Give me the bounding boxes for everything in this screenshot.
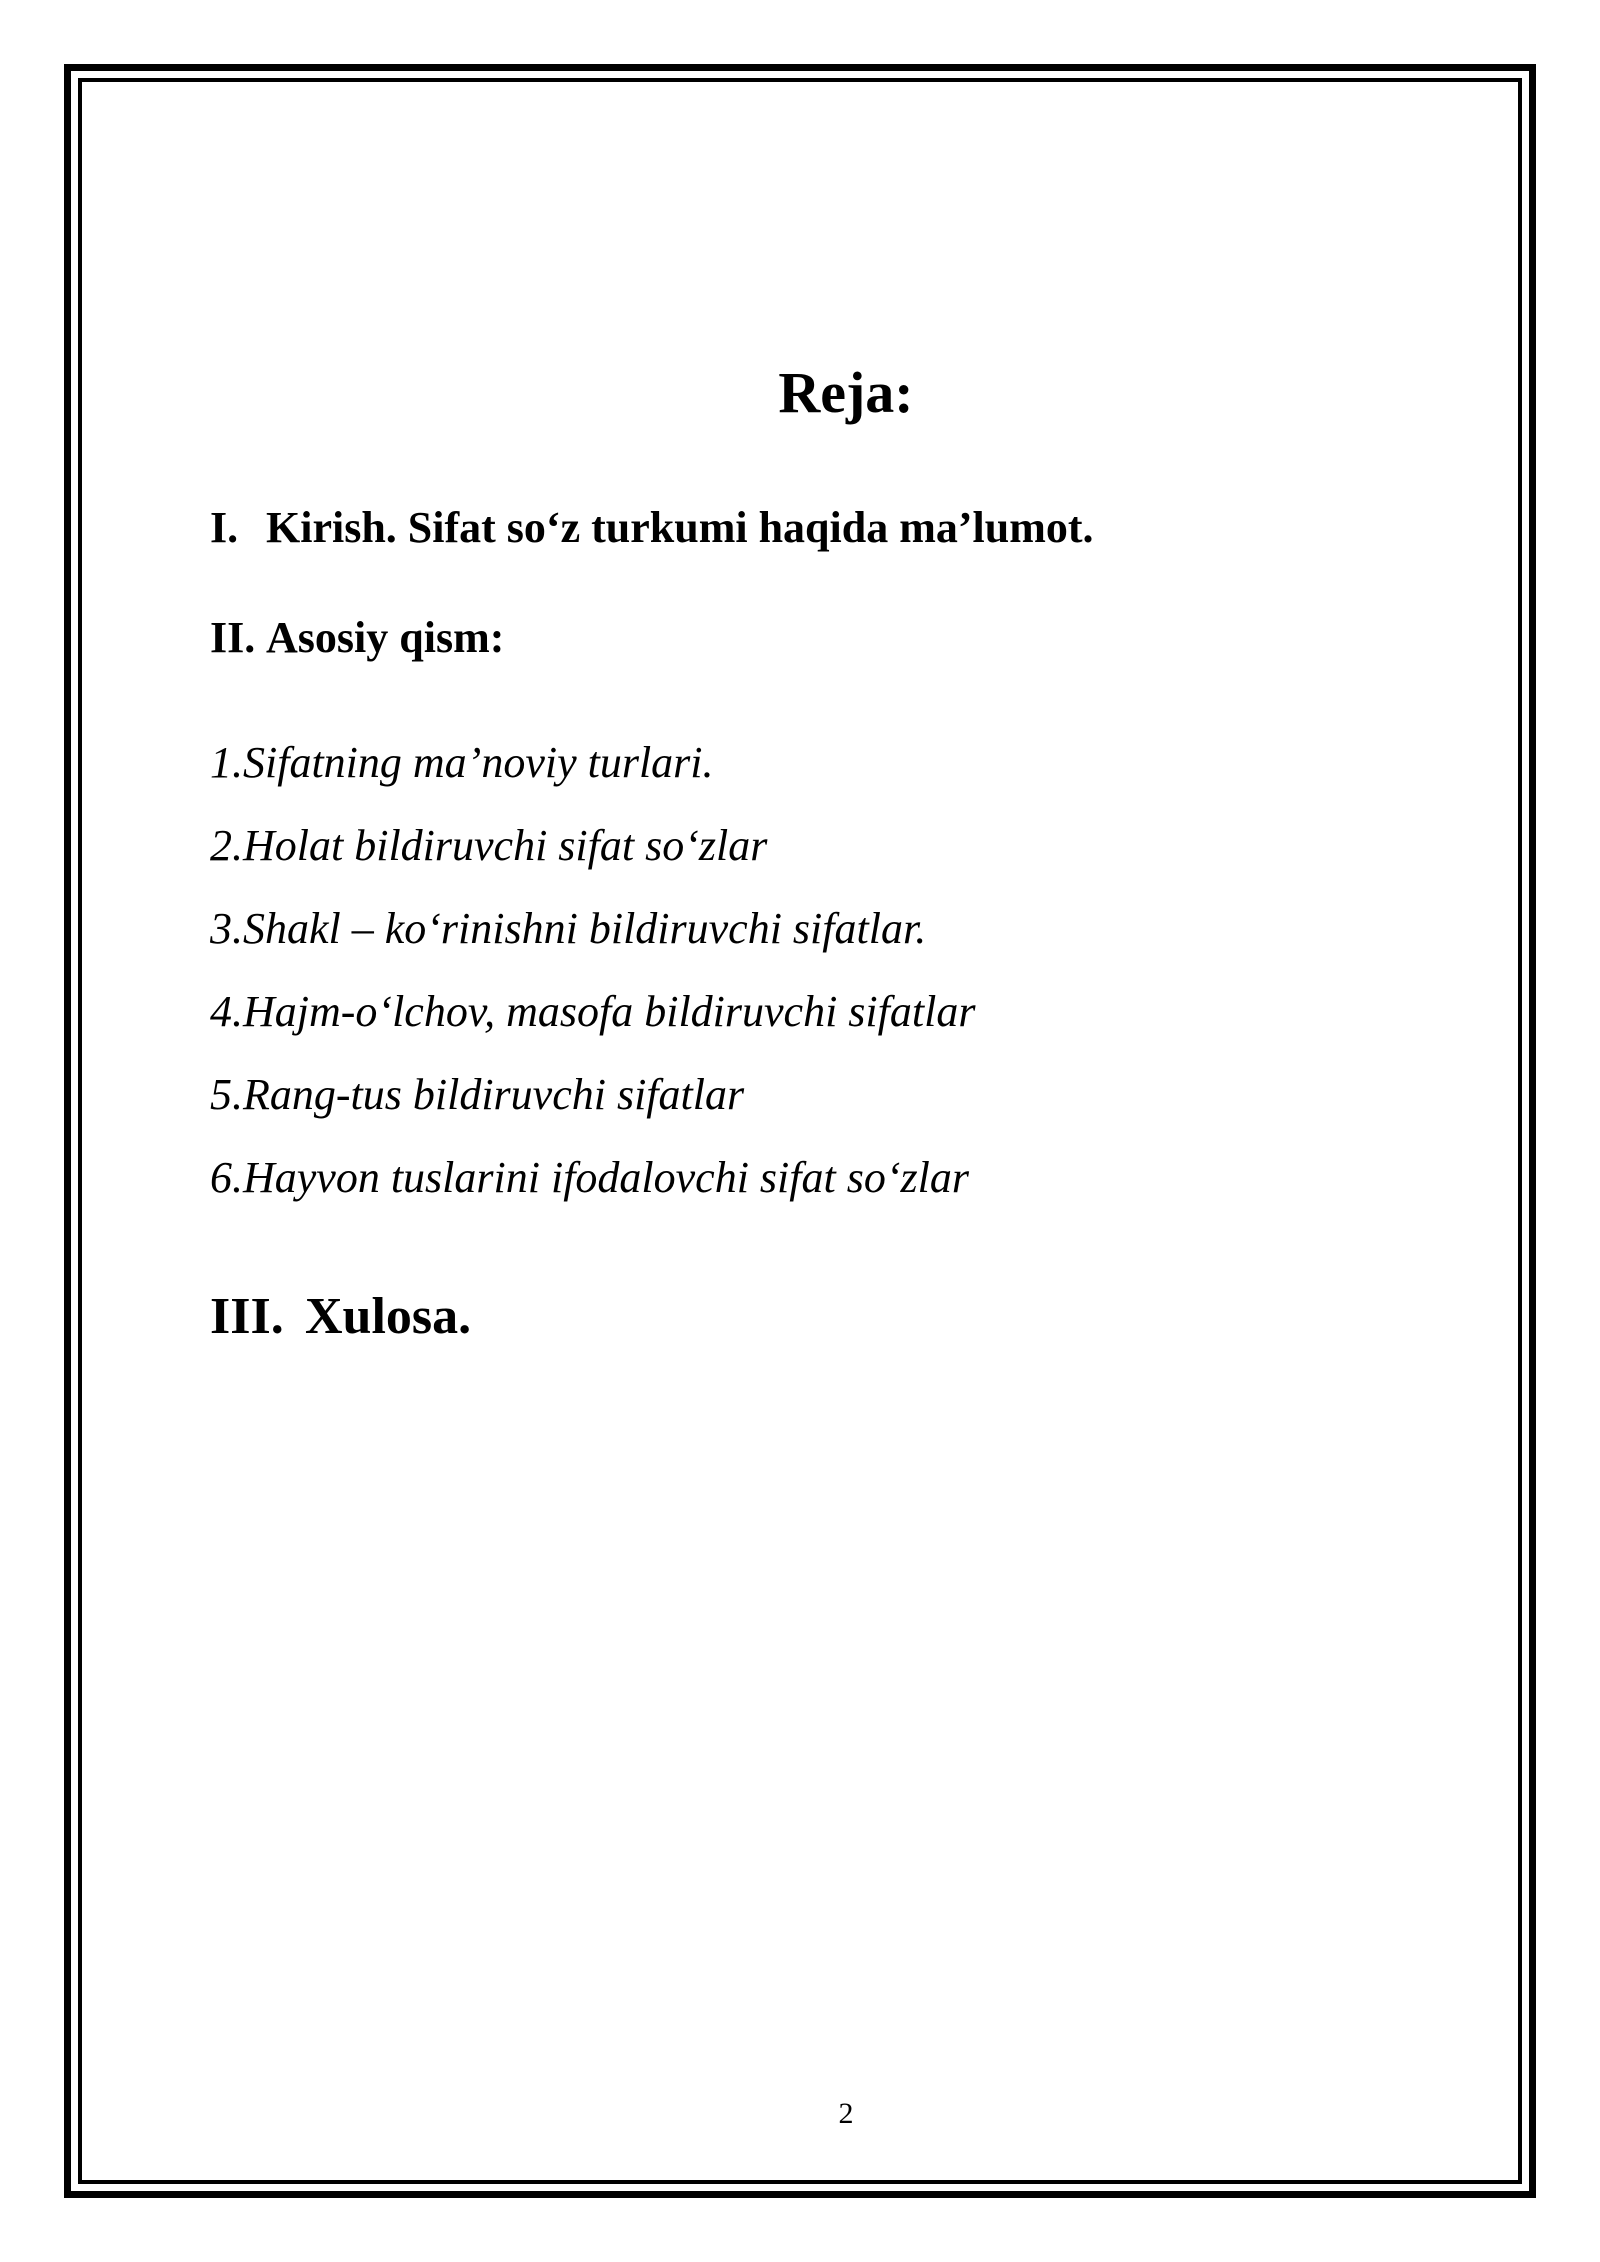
section-numeral: I. <box>210 503 239 552</box>
list-item: 4.Hajm-o‘lchov, masofa bildiruvchi sifatlar <box>210 987 976 1036</box>
main-part-list <box>210 721 975 1219</box>
section-numeral: II. <box>210 613 256 662</box>
list-item: 6.Hayvon tuslarini ifodalovchi sifat so‘zlar <box>210 1153 969 1202</box>
page-number: 2 <box>838 2097 854 2130</box>
section-text: Kirish. Sifat so‘z turkumi haqida ma’lumot. <box>266 503 1094 552</box>
section-introduction <box>210 498 1094 558</box>
section-text: Xulosa. <box>305 1288 472 1345</box>
page-title: Reja: <box>778 360 914 425</box>
section-numeral: III. <box>210 1288 284 1345</box>
section-conclusion <box>210 1282 471 1352</box>
section-text: Asosiy qism: <box>266 613 505 662</box>
section-main-part <box>210 608 504 668</box>
list-item: 5.Rang-tus bildiruvchi sifatlar <box>210 1070 745 1119</box>
list-item: 1.Sifatning ma’noviy turlari. <box>210 738 714 787</box>
list-item: 2.Holat bildiruvchi sifat so‘zlar <box>210 821 768 870</box>
list-item: 3.Shakl – ko‘rinishni bildiruvchi sifatlar. <box>210 904 927 953</box>
